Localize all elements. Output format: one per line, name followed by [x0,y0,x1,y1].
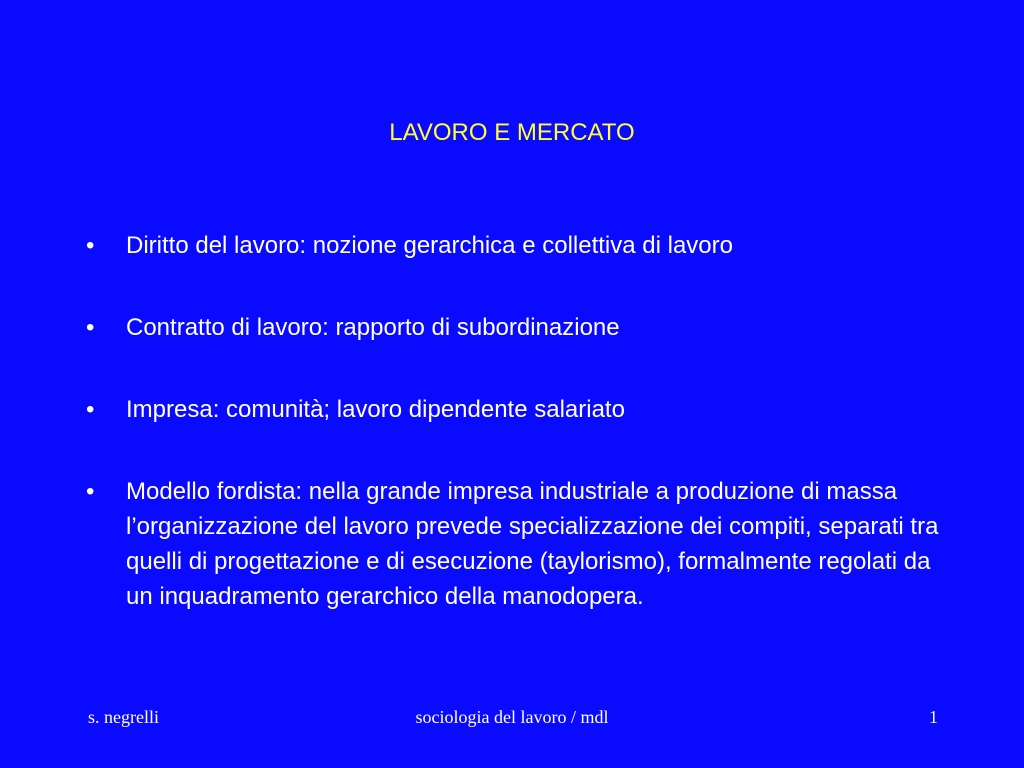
bullet-text: Modello fordista: nella grande impresa industriale a produzione di massa l’organizzazione del lavoro prevede specializzazione dei compiti, separati tra quelli di progettazione e di esecuzione (taylorismo), formalmente regolati da un inquadramento gerarchico della manodopera. [126,478,939,610]
footer-author: s. negrelli [88,707,159,727]
bullet-item [86,474,946,614]
bullet-icon: • [86,232,95,259]
bullet-item [86,228,946,263]
bullet-icon: • [86,314,95,341]
bullet-icon: • [86,396,95,423]
bullet-text: Impresa: comunità; lavoro dipendente salariato [126,396,625,423]
bullet-item [86,392,946,427]
bullet-icon: • [86,478,95,505]
bullet-item [86,310,946,345]
bullet-text: Diritto del lavoro: nozione gerarchica e collettiva di lavoro [126,232,733,259]
bullet-text: Contratto di lavoro: rapporto di subordinazione [126,314,620,341]
slide-title: LAVORO E MERCATO [389,119,635,146]
footer-course: sociologia del lavoro / mdl [415,707,609,727]
bullet-list [86,228,946,614]
footer-page-number: 1 [929,707,938,727]
